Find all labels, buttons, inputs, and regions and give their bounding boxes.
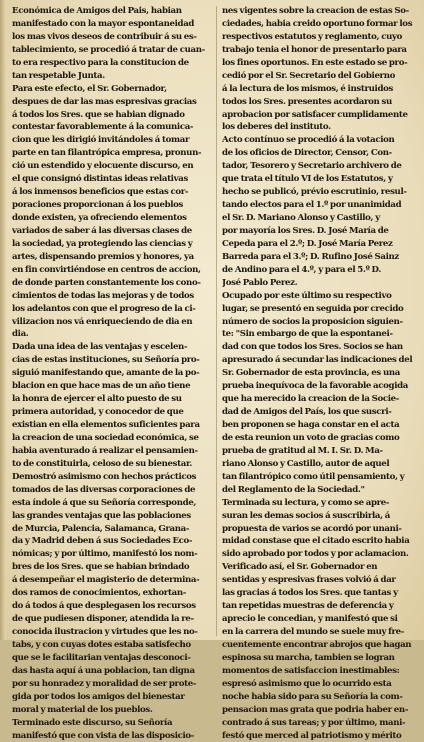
text-line: que se le facilitarian ventajas desconoci- <box>12 652 212 665</box>
text-line: contrado á sus tareas; y por último, mani- <box>222 717 418 730</box>
text-line: vilizacion nos vá enriqueciendo de dia en <box>12 316 212 329</box>
text-line: ben proponen se haga constar en el acta <box>222 419 418 432</box>
text-line: parte en tan filantrópica empresa, pronun- <box>12 147 212 160</box>
text-line: tador, Tesorero y Secretario archivero de <box>222 160 418 173</box>
text-line: do á todos á que desplegasen los recursos <box>12 600 212 613</box>
text-line: Dada una idea de las ventajas y escelen- <box>12 341 212 354</box>
text-line: de los oficios de Director, Censor, Con- <box>222 147 418 160</box>
text-line: dad con que todos los Sres. Socios se han <box>222 341 418 354</box>
text-line: despues de dar las mas espresivas gracias <box>12 96 212 109</box>
text-line: tando electos para el 1.º por unanimidad <box>222 199 418 212</box>
text-line: las gracias á todos los Sres. que tantas y <box>222 587 418 600</box>
text-line: das hasta aquí á una poblacion, tan digna <box>12 665 212 678</box>
text-line: Ocupado por este último su respectivo <box>222 290 418 303</box>
text-line: to de constituirla, celoso de su bienestar. <box>12 458 212 471</box>
text-line: de donde parten constantemente los cono- <box>12 277 212 290</box>
text-line: de esta reunion un voto de gracias como <box>222 432 418 445</box>
text-line: Económica de Amigos del Pais, habian <box>12 5 212 18</box>
text-line: Cepeda para el 2.º; D. José María Perez <box>222 238 418 251</box>
text-line: midad constase que el citado escrito habia <box>222 535 418 548</box>
text-line: siguió manifestando que, amante de la po- <box>12 367 212 380</box>
text-line: en la carrera del mundo se suele muy fre- <box>222 626 418 639</box>
text-line: manifestado con la mayor espontaneidad <box>12 18 212 31</box>
text-line: dad de Amigos del País, los que suscri- <box>222 406 418 419</box>
text-line: dos ramos de conocimientos, exhortan- <box>12 587 212 600</box>
text-line: dia. <box>12 328 212 341</box>
text-line: Sr. Gobernador de esta provincia, es una <box>222 367 418 380</box>
text-line: Demostró asimismo con hechos prácticos <box>12 471 212 484</box>
text-line: festó que merced al patriotismo y mérito <box>222 730 418 742</box>
text-line: á la lectura de los mismos, é instruidos <box>222 83 418 96</box>
text-line: prueba de gratitud al M. I. Sr. D. Ma- <box>222 445 418 458</box>
text-line: por su honradez y moralidad de ser prote- <box>12 678 212 691</box>
text-line: artes, dispensando premios y honores, ya <box>12 251 212 264</box>
text-line: blacion en que hace mas de un año tiene <box>12 380 212 393</box>
text-line: cion que les dirigió invitándoles á tomar <box>12 134 212 147</box>
text-line: te: "Sin embargo de que la espontanei- <box>222 328 418 341</box>
text-line: lugar, se presentó en seguida por crecido <box>222 303 418 316</box>
text-line: bres de los Sres. que se habian brindado <box>12 561 212 574</box>
text-line: esta índole á que su Señoría corresponde, <box>12 497 212 510</box>
text-line: del Reglamento de la Sociedad." <box>222 484 418 497</box>
page-binding-edge <box>0 0 6 640</box>
text-line: ció un estendido y elocuente discurso, en <box>12 160 212 173</box>
text-line: cimientos de todas las mejoras y de todos <box>12 290 212 303</box>
text-line: primera autoridad, y conocedor de que <box>12 406 212 419</box>
text-line: cuentemente encontrar abrojos que hagan <box>222 639 418 652</box>
text-line: moral y material de los pueblos. <box>12 704 212 717</box>
text-line: todos los Sres. presentes acordaron su <box>222 96 418 109</box>
text-line: Verificado así, el Sr. Gobernador en <box>222 561 418 574</box>
text-line: aprobacion por satisfacer cumplidamente <box>222 109 418 122</box>
text-line: que ha merecido la creacion de la Socie- <box>222 393 418 406</box>
text-line: José Pablo Perez. <box>222 277 418 290</box>
text-line: tan respetable Junta. <box>12 70 212 83</box>
text-line: cias de estas instituciones, su Señoría pro- <box>12 354 212 367</box>
text-line: tabs, y con cuyas dotes estaba satisfecho <box>12 639 212 652</box>
text-line: tan filantrópico como útil pensamiento, y <box>222 471 418 484</box>
text-line: suran les demas socios á suscribirla, á <box>222 510 418 523</box>
text-line: respectivos estatutos y reglamento, cuyo <box>222 31 418 44</box>
text-line: tablecimiento, se procedió á tratar de cuan- <box>12 44 212 57</box>
text-line: á los inmensos beneficios que estas cor- <box>12 186 212 199</box>
text-line: Barreda para el 3.º; D. Rufino José Sainz <box>222 251 418 264</box>
text-line: los fines oportunos. En este estado se pro- <box>222 57 418 70</box>
text-line: apresurado á secundar las indicaciones del <box>222 354 418 367</box>
text-line: espresó asimismo que lo ocurrido esta <box>222 678 418 691</box>
text-line: los adelantos con que el progreso de la ci- <box>12 303 212 316</box>
text-line: poraciones proporcionan á los pueblos <box>12 199 212 212</box>
text-line: las grandes ventajas que las poblaciones <box>12 510 212 523</box>
text-line: ciedades, habia creido oportuno formar los <box>222 18 418 31</box>
text-line: los mas vivos deseos de contribuir á su es- <box>12 31 212 44</box>
text-line: aprecio le concedian, y manifestó que si <box>222 613 418 626</box>
text-line: la creacion de una sociedad económica, se <box>12 432 212 445</box>
text-line: sentidas y espresivas frases volvió á dar <box>222 574 418 587</box>
text-line: de Murcia, Palencia, Salamanca, Grana- <box>12 523 212 536</box>
left-column <box>12 5 212 742</box>
text-line: tomados de las diversas corporaciones de <box>12 484 212 497</box>
text-line: gida por todos los amigos del bienestar <box>12 691 212 704</box>
text-line: el Sr. D. Mariano Alonso y Castillo, y <box>222 212 418 225</box>
text-line: nes vigentes sobre la creacion de estas So- <box>222 5 418 18</box>
text-line: número de socios la proposicion siguien- <box>222 316 418 329</box>
text-line: prueba inequívoca de la favorable acogida <box>222 380 418 393</box>
text-line: de Andino para el 4.º, y para el 5.º D. <box>222 264 418 277</box>
text-line: contestar favorablemente á la comunica- <box>12 121 212 134</box>
text-line: pensacion mas grata que podria haber en- <box>222 704 418 717</box>
text-line: variados de saber á las diversas clases de <box>12 225 212 238</box>
text-line: hecho se publicó, prévio escrutinio, resul- <box>222 186 418 199</box>
text-line: los deberes del instituto. <box>222 121 418 134</box>
text-line: manifestó que con vista de las disposicio- <box>12 730 212 742</box>
text-line: que trata el título VI de los Estatutos, y <box>222 173 418 186</box>
text-line: el que consignó distintas ideas relativas <box>12 173 212 186</box>
text-line: la honra de ejercer el alto puesto de su <box>12 393 212 406</box>
text-line: Acto contínuo se procedió á la votacion <box>222 134 418 147</box>
text-line: nómicas; y por último, manifestó los nom- <box>12 548 212 561</box>
text-line: da y Madrid deben á sus Sociedades Eco- <box>12 535 212 548</box>
text-line: habia aventurado á realizar el pensamien- <box>12 445 212 458</box>
text-line: Terminado este discurso, su Señoría <box>12 717 212 730</box>
text-line: trabajo tenia el honor de presentarlo para <box>222 44 418 57</box>
text-line: existian en ella elementos suficientes para <box>12 419 212 432</box>
text-line: conocida ilustracion y virtudes que les no- <box>12 626 212 639</box>
text-line: Terminada su lectura, y como se apre- <box>222 497 418 510</box>
column-divider <box>216 6 217 636</box>
text-line: por mayoría los Sres. D. José María de <box>222 225 418 238</box>
text-line: to era respectivo para la constitucion de <box>12 57 212 70</box>
text-line: á todos los Sres. que se habian dignado <box>12 109 212 122</box>
text-line: sido aprobado por todos y por aclamacion. <box>222 548 418 561</box>
text-line: la sociedad, ya protegiendo las ciencias y <box>12 238 212 251</box>
text-line: donde existen, ya ofreciendo elementos <box>12 212 212 225</box>
text-line: espinosa su marcha, tambien se logran <box>222 652 418 665</box>
text-line: Para este efecto, el Sr. Gobernador, <box>12 83 212 96</box>
text-line: tan repetidas muestras de deferencia y <box>222 600 418 613</box>
text-line: propuesta de varios se acordó por unani- <box>222 523 418 536</box>
text-line: noche habia sido para su Señoría la com- <box>222 691 418 704</box>
text-line: á desempeñar el magisterio de determina- <box>12 574 212 587</box>
right-column <box>222 5 418 742</box>
text-line: cedió por el Sr. Secretario del Gobierno <box>222 70 418 83</box>
text-line: momentos de satisfaccion inestimables: <box>222 665 418 678</box>
text-line: riano Alonso y Castillo, autor de aquel <box>222 458 418 471</box>
text-line: en fin convirtiéndose en centros de accion, <box>12 264 212 277</box>
text-line: de que pudiesen disponer, atendida la re- <box>12 613 212 626</box>
